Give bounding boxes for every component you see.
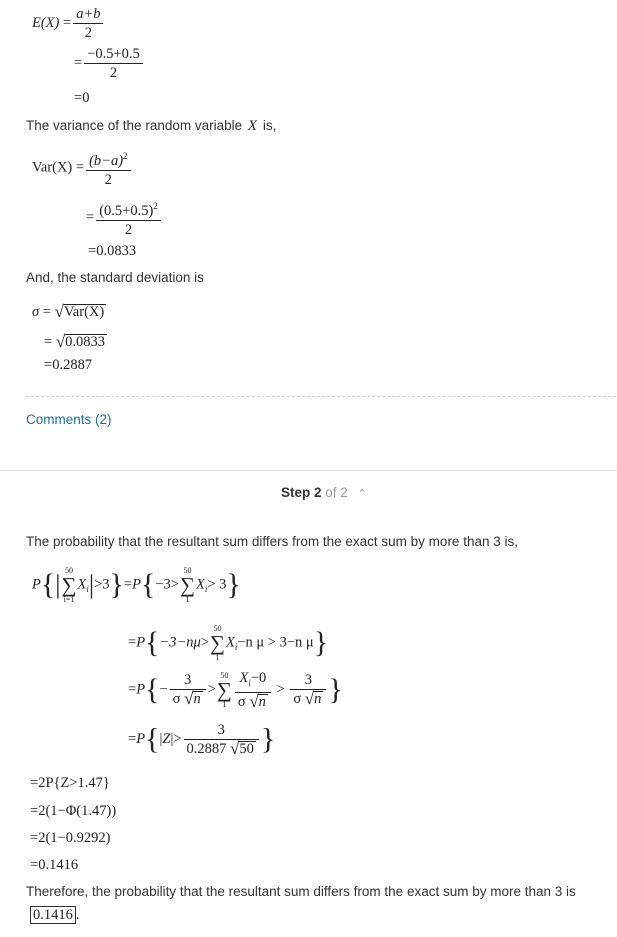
mean-denominator-2: 2 — [109, 65, 118, 81]
variance-result: =0.0833 — [88, 243, 137, 259]
line2-right: −n μ > 3−n μ — [237, 634, 314, 651]
sqrt-icon: √ — [55, 332, 66, 351]
variance-exponent: 2 — [123, 151, 128, 161]
variance-equation: Var(X) = $\frac{(b-a)^2}{2}$ — [32, 148, 133, 188]
sum-symbol: 50 ∑ 1 — [210, 624, 225, 662]
result-line-4: =0.1416 — [30, 857, 79, 873]
prob-line-3: =P{− $\frac{3}{\sigma √n}$ > 50 ∑ 1 $\frac{X_i-0}{\sigma √n}$ > $\frac{3}{\sigma √n}$ } — [128, 670, 343, 711]
chevron-up-icon[interactable]: ⌃ — [357, 488, 367, 500]
mean-denominator: 2 — [84, 25, 92, 41]
sd-step2: = √0.0833 — [44, 332, 106, 351]
step-separator — [0, 470, 617, 471]
variance-result-value: 0.0833 — [96, 243, 137, 259]
final-answer: 0.1416 . — [30, 907, 80, 924]
mean-numerator: a+b — [73, 6, 103, 24]
variance-label: Var(X) — [32, 159, 73, 176]
sum-symbol: 50 ∑ 1 — [216, 670, 232, 709]
mean-label: E(X) — [32, 14, 60, 31]
sd-radicand: Var(X) — [63, 304, 105, 320]
prob-line-4: =P{|Z|> $\frac{3}{0.2887 √50}$ } — [128, 722, 276, 758]
variance-intro — [26, 118, 276, 135]
sqrt-icon: √ — [54, 302, 64, 321]
fraction-neg-3: $\frac{3}{\sigma √n}$ — [170, 672, 206, 707]
sd-result-value: 0.2887 — [52, 357, 93, 373]
variance-numerator: (b−a) — [89, 152, 124, 169]
variance-intro-text: The variance of the random variable — [26, 118, 243, 133]
final-answer-box: 0.1416 — [30, 906, 76, 924]
mean-fraction — [73, 6, 103, 41]
variance-denominator-2: 2 — [124, 221, 133, 238]
sum-symbol: 50 ∑ 1 — [179, 566, 195, 604]
mean-numerator-2: −0.5+0.5 — [84, 46, 143, 64]
therefore-text: Therefore, the probability that the resultant sum differs from the exact sum by more than 3 is — [26, 884, 576, 899]
dashed-divider — [26, 396, 616, 397]
fraction-z: $\frac{3}{0.2887 √50}$ — [184, 722, 259, 757]
sum-symbol: 50 ∑ i=1 — [61, 566, 77, 604]
variance-numerator-2: (0.5+0.5) — [99, 202, 154, 219]
variance-exponent-2: 2 — [153, 201, 158, 211]
result-line-3: =2(1−0.9292) — [30, 830, 111, 846]
sd-equation: σ = √Var(X) — [32, 302, 105, 321]
step-of: of 2 — [325, 485, 348, 500]
result-line-2: =2(1−Φ(1.47)) — [30, 803, 117, 819]
mean-fraction-2 — [84, 46, 143, 81]
mean-result-value: 0 — [82, 90, 90, 106]
probability-intro: The probability that the resultant sum differs from the exact sum by more than 3 is, — [26, 534, 518, 549]
variance-intro-tail: is, — [262, 118, 277, 133]
line2-left: −3−nμ — [159, 634, 201, 651]
sd-sigma: σ — [32, 304, 40, 320]
variance-step2: = $\frac{(0.5+0.5)^2}{2}$ — [86, 198, 163, 238]
step-number: Step 2 — [281, 485, 322, 500]
mean-result: =0 — [74, 90, 90, 106]
step-header[interactable] — [281, 485, 367, 500]
sd-result: =0.2887 — [44, 357, 93, 373]
comments-link[interactable]: Comments (2) — [26, 412, 112, 427]
variance-fraction-2 — [96, 198, 161, 238]
sd-radicand-2: 0.0833 — [65, 334, 106, 350]
sd-intro: And, the standard deviation is — [26, 270, 204, 285]
mean-step2: = $\frac{-0.5+0.5}{2}$ — [74, 46, 145, 81]
prob-line-1: P{| 50 ∑ i=1 $X_i|>3\}=P\{-3>$ 50 ∑ 1 $X_i> 3$} — [32, 566, 241, 604]
fraction-standardized: $\frac{X_i-0}{\sigma √n}$ — [235, 670, 271, 710]
mean-equation: E(X) = $\frac{a+b}{2}$ — [32, 6, 105, 41]
variance-denominator: 2 — [104, 171, 112, 188]
prob-line-2: =P{−3−nμ> 50 ∑ 1 $X_i-n$ μ > 3−n μ} — [128, 624, 329, 662]
variance-intro-var: X — [247, 118, 258, 134]
fraction-pos-3: $\frac{3}{\sigma √n}$ — [290, 672, 326, 707]
result-line-1: =2P{Z>1.47} — [30, 775, 110, 791]
variance-fraction — [86, 148, 130, 188]
